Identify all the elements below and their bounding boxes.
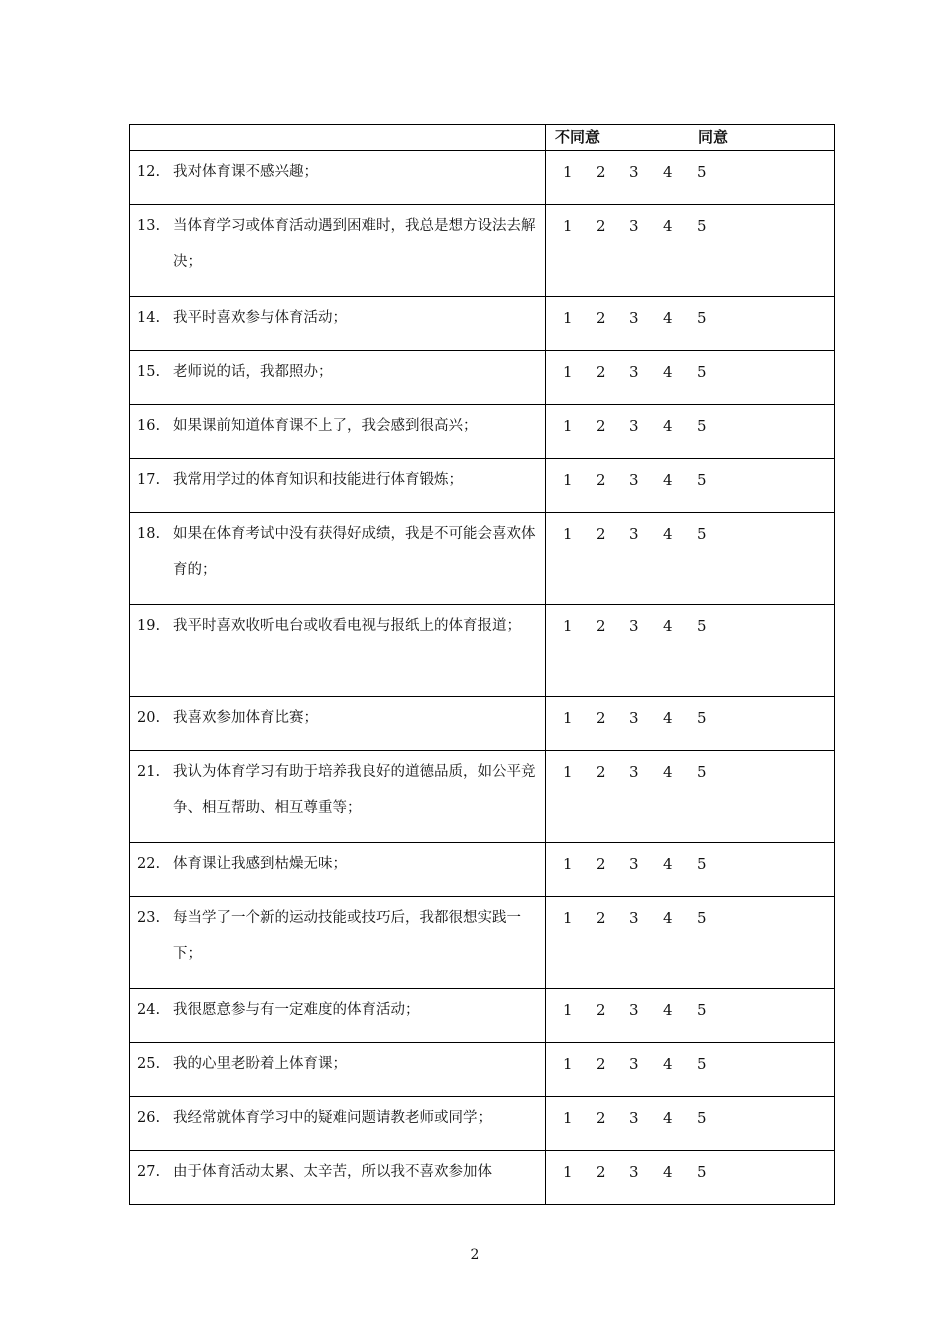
question-text: 体育课让我感到枯燥无味； xyxy=(173,856,347,872)
rating-option-2[interactable]: 2 xyxy=(596,309,606,327)
question-row xyxy=(130,459,835,513)
rating-cell xyxy=(546,1151,835,1205)
question-number: 20. xyxy=(137,710,161,726)
rating-option-3[interactable]: 3 xyxy=(629,1001,639,1019)
question-cell xyxy=(130,605,546,697)
rating-option-2[interactable]: 2 xyxy=(596,363,606,381)
question-number: 24. xyxy=(137,1002,161,1018)
rating-option-5[interactable]: 5 xyxy=(697,1163,707,1181)
rating-option-2[interactable]: 2 xyxy=(596,763,606,781)
question-row xyxy=(130,513,835,605)
question-row xyxy=(130,1151,835,1205)
rating-option-2[interactable]: 2 xyxy=(596,217,606,235)
question-number: 17. xyxy=(137,472,161,488)
question-text: 我经常就体育学习中的疑难问题请教老师或同学； xyxy=(173,1110,492,1126)
rating-option-5[interactable]: 5 xyxy=(697,1055,707,1073)
rating-option-1[interactable]: 1 xyxy=(563,1001,573,1019)
rating-option-3[interactable]: 3 xyxy=(629,1055,639,1073)
rating-option-4[interactable]: 4 xyxy=(663,217,673,235)
rating-option-3[interactable]: 3 xyxy=(629,909,639,927)
rating-cell xyxy=(546,151,835,205)
question-number: 21. xyxy=(137,764,161,780)
rating-option-4[interactable]: 4 xyxy=(663,763,673,781)
rating-option-4[interactable]: 4 xyxy=(663,1109,673,1127)
question-cell xyxy=(130,151,546,205)
question-text: 如果在体育考试中没有获得好成绩，我是不可能会喜欢体育的； xyxy=(173,526,536,578)
rating-option-5[interactable]: 5 xyxy=(697,525,707,543)
rating-option-3[interactable]: 3 xyxy=(629,417,639,435)
rating-option-5[interactable]: 5 xyxy=(697,763,707,781)
question-text: 我认为体育学习有助于培养我良好的道德品质，如公平竞争、相互帮助、相互尊重等； xyxy=(173,764,536,816)
question-number: 13. xyxy=(137,218,161,234)
rating-cell xyxy=(546,205,835,297)
rating-option-2[interactable]: 2 xyxy=(596,909,606,927)
rating-option-5[interactable]: 5 xyxy=(697,309,707,327)
question-text: 我平时喜欢参与体育活动； xyxy=(173,310,347,326)
rating-option-5[interactable]: 5 xyxy=(697,617,707,635)
question-row xyxy=(130,989,835,1043)
rating-option-3[interactable]: 3 xyxy=(629,163,639,181)
rating-option-1[interactable]: 1 xyxy=(563,417,573,435)
rating-option-1[interactable]: 1 xyxy=(563,1109,573,1127)
question-row xyxy=(130,1097,835,1151)
question-row xyxy=(130,1043,835,1097)
header-row xyxy=(130,125,835,151)
question-number: 19. xyxy=(137,618,161,634)
question-number: 22. xyxy=(137,856,161,872)
rating-option-1[interactable]: 1 xyxy=(563,1055,573,1073)
question-cell xyxy=(130,1097,546,1151)
rating-option-5[interactable]: 5 xyxy=(697,471,707,489)
rating-option-4[interactable]: 4 xyxy=(663,525,673,543)
question-cell xyxy=(130,697,546,751)
rating-option-4[interactable]: 4 xyxy=(663,1163,673,1181)
question-text: 我的心里老盼着上体育课； xyxy=(173,1056,347,1072)
question-number: 14. xyxy=(137,310,161,326)
question-text: 当体育学习或体育活动遇到困难时，我总是想方设法去解决； xyxy=(173,218,536,270)
rating-cell xyxy=(546,405,835,459)
rating-option-2[interactable]: 2 xyxy=(596,163,606,181)
rating-option-3[interactable]: 3 xyxy=(629,617,639,635)
header-scale-cell xyxy=(546,125,835,151)
rating-option-1[interactable]: 1 xyxy=(563,709,573,727)
question-row xyxy=(130,605,835,697)
question-text: 我常用学过的体育知识和技能进行体育锻炼； xyxy=(173,472,463,488)
rating-option-4[interactable]: 4 xyxy=(663,1001,673,1019)
rating-option-3[interactable]: 3 xyxy=(629,363,639,381)
rating-option-5[interactable]: 5 xyxy=(697,709,707,727)
rating-option-2[interactable]: 2 xyxy=(596,1163,606,1181)
question-row xyxy=(130,897,835,989)
rating-cell xyxy=(546,843,835,897)
question-number: 18. xyxy=(137,526,161,542)
header-question-cell xyxy=(130,125,546,151)
rating-option-5[interactable]: 5 xyxy=(697,217,707,235)
rating-option-3[interactable]: 3 xyxy=(629,709,639,727)
rating-cell xyxy=(546,1097,835,1151)
rating-cell xyxy=(546,297,835,351)
question-text: 我平时喜欢收听电台或收看电视与报纸上的体育报道； xyxy=(173,618,521,634)
question-number: 27. xyxy=(137,1164,161,1180)
rating-option-4[interactable]: 4 xyxy=(663,163,673,181)
rating-option-4[interactable]: 4 xyxy=(663,855,673,873)
question-number: 15. xyxy=(137,364,161,380)
rating-option-3[interactable]: 3 xyxy=(629,1109,639,1127)
question-text: 每当学了一个新的运动技能或技巧后，我都很想实践一下； xyxy=(173,910,521,962)
rating-option-3[interactable]: 3 xyxy=(629,309,639,327)
question-text: 由于体育活动太累、太辛苦，所以我不喜欢参加体 xyxy=(173,1164,492,1180)
question-cell xyxy=(130,405,546,459)
rating-option-2[interactable]: 2 xyxy=(596,1001,606,1019)
question-number: 12. xyxy=(137,164,161,180)
rating-option-1[interactable]: 1 xyxy=(563,855,573,873)
rating-option-2[interactable]: 2 xyxy=(596,1109,606,1127)
rating-option-3[interactable]: 3 xyxy=(629,471,639,489)
survey-table xyxy=(129,124,835,1205)
rating-cell xyxy=(546,459,835,513)
question-row xyxy=(130,351,835,405)
question-row xyxy=(130,151,835,205)
question-text: 如果课前知道体育课不上了，我会感到很高兴； xyxy=(173,418,478,434)
rating-option-1[interactable]: 1 xyxy=(563,617,573,635)
rating-option-2[interactable]: 2 xyxy=(596,709,606,727)
rating-option-5[interactable]: 5 xyxy=(697,1001,707,1019)
question-cell xyxy=(130,297,546,351)
rating-option-4[interactable]: 4 xyxy=(663,363,673,381)
rating-option-2[interactable]: 2 xyxy=(596,417,606,435)
rating-option-4[interactable]: 4 xyxy=(663,1055,673,1073)
rating-option-4[interactable]: 4 xyxy=(663,417,673,435)
question-cell xyxy=(130,751,546,843)
question-cell xyxy=(130,513,546,605)
rating-option-2[interactable]: 2 xyxy=(596,1055,606,1073)
question-cell xyxy=(130,1151,546,1205)
rating-option-3[interactable]: 3 xyxy=(629,763,639,781)
question-row xyxy=(130,697,835,751)
rating-option-5[interactable]: 5 xyxy=(697,163,707,181)
rating-option-1[interactable]: 1 xyxy=(563,471,573,489)
rating-option-1[interactable]: 1 xyxy=(563,363,573,381)
rating-option-1[interactable]: 1 xyxy=(563,309,573,327)
question-number: 26. xyxy=(137,1110,161,1126)
rating-option-4[interactable]: 4 xyxy=(663,309,673,327)
rating-cell xyxy=(546,897,835,989)
question-row xyxy=(130,843,835,897)
page-number: 2 xyxy=(470,1247,480,1263)
question-text: 我对体育课不感兴趣； xyxy=(173,164,318,180)
rating-option-4[interactable]: 4 xyxy=(663,471,673,489)
rating-cell xyxy=(546,697,835,751)
rating-cell xyxy=(546,989,835,1043)
rating-option-1[interactable]: 1 xyxy=(563,525,573,543)
question-text: 老师说的话，我都照办； xyxy=(173,364,333,380)
rating-option-3[interactable]: 3 xyxy=(629,855,639,873)
rating-option-5[interactable]: 5 xyxy=(697,855,707,873)
rating-option-2[interactable]: 2 xyxy=(596,855,606,873)
scale-low-label: 不同意 xyxy=(555,128,601,146)
rating-option-5[interactable]: 5 xyxy=(697,909,707,927)
rating-option-3[interactable]: 3 xyxy=(629,217,639,235)
question-text: 我很愿意参与有一定难度的体育活动； xyxy=(173,1002,420,1018)
question-cell xyxy=(130,459,546,513)
question-cell xyxy=(130,1043,546,1097)
question-number: 25. xyxy=(137,1056,161,1072)
rating-option-2[interactable]: 2 xyxy=(596,525,606,543)
scale-high-label: 同意 xyxy=(698,128,729,146)
rating-cell xyxy=(546,1043,835,1097)
rating-option-3[interactable]: 3 xyxy=(629,525,639,543)
rating-option-1[interactable]: 1 xyxy=(563,163,573,181)
question-cell xyxy=(130,897,546,989)
question-text: 我喜欢参加体育比赛； xyxy=(173,710,318,726)
rating-option-4[interactable]: 4 xyxy=(663,617,673,635)
rating-option-5[interactable]: 5 xyxy=(697,417,707,435)
question-row xyxy=(130,205,835,297)
question-cell xyxy=(130,989,546,1043)
question-row xyxy=(130,751,835,843)
rating-cell xyxy=(546,351,835,405)
question-cell xyxy=(130,205,546,297)
question-number: 16. xyxy=(137,418,161,434)
rating-option-4[interactable]: 4 xyxy=(663,909,673,927)
rating-option-1[interactable]: 1 xyxy=(563,909,573,927)
question-row xyxy=(130,405,835,459)
rating-option-3[interactable]: 3 xyxy=(629,1163,639,1181)
question-cell xyxy=(130,843,546,897)
question-cell xyxy=(130,351,546,405)
question-number: 23. xyxy=(137,910,161,926)
rating-cell xyxy=(546,513,835,605)
rating-option-4[interactable]: 4 xyxy=(663,709,673,727)
rating-option-1[interactable]: 1 xyxy=(563,763,573,781)
rating-cell xyxy=(546,751,835,843)
rating-option-5[interactable]: 5 xyxy=(697,363,707,381)
rating-option-2[interactable]: 2 xyxy=(596,617,606,635)
rating-option-5[interactable]: 5 xyxy=(697,1109,707,1127)
rating-option-1[interactable]: 1 xyxy=(563,1163,573,1181)
rating-cell xyxy=(546,605,835,697)
question-row xyxy=(130,297,835,351)
rating-option-1[interactable]: 1 xyxy=(563,217,573,235)
rating-option-2[interactable]: 2 xyxy=(596,471,606,489)
